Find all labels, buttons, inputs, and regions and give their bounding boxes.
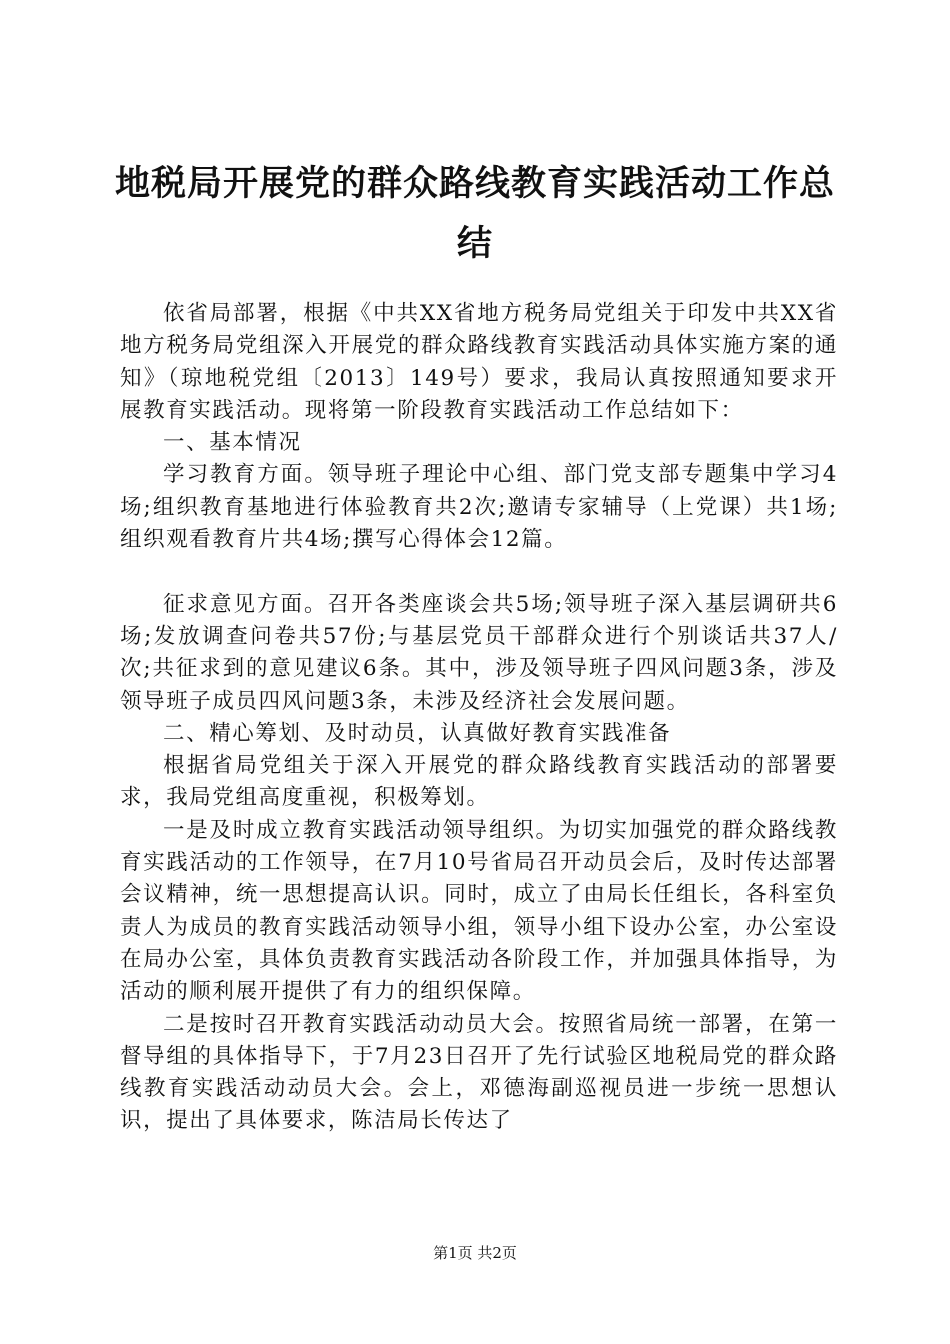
section-heading-preparation: 二、精心筹划、及时动员，认真做好教育实践准备	[163, 720, 672, 746]
document-body	[120, 298, 838, 1138]
page-footer: 第1页 共2页	[433, 1244, 517, 1262]
document-title-line2: 结	[456, 224, 493, 264]
blank-line	[120, 556, 838, 588]
document-title-line1: 地税局开展党的群众路线教育实践活动工作总	[114, 164, 835, 204]
paragraph-opinions: 征求意见方面。召开各类座谈会共5场;领导班子深入基层调研共6场;发放调查问卷共57份;与基层党员干部群众进行个别谈话共37人/次;共征求到的意见建议6条。其中，涉及领导班子四风问题3条，涉及领导班子成员四风问题3条，未涉及经济社会发展问题。	[120, 591, 838, 714]
paragraph-organization: 一是及时成立教育实践活动领导组织。为切实加强党的群众路线教育实践活动的工作领导，在7月10号省局召开动员会后，及时传达部署会议精神，统一思想提高认识。同时，成立了由局长任组长，各科室负责人为成员的教育实践活动领导小组，领导小组下设办公室，办公室设在局办公室，具体负责教育实践活动各阶段工作，并加强具体指导，为活动的顺利展开提供了有力的组织保障。	[120, 817, 838, 1005]
section-heading-basic: 一、基本情况	[163, 430, 302, 456]
paragraph-deployment: 根据省局党组关于深入开展党的群众路线教育实践活动的部署要求，我局党组高度重视，积极筹划。	[120, 753, 838, 811]
paragraph-intro: 依省局部署，根据《中共XX省地方税务局党组关于印发中共XX省地方税务局党组深入开展党的群众路线教育实践活动具体实施方案的通知》（琼地税党组〔2013〕149号）要求，我局认真按照通知要求开展教育实践活动。现将第一阶段教育实践活动工作总结如下：	[120, 301, 838, 423]
paragraph-study: 学习教育方面。领导班子理论中心组、部门党支部专题集中学习4场;组织教育基地进行体验教育共2次;邀请专家辅导（上党课）共1场;组织观看教育片共4场;撰写心得体会12篇。	[120, 462, 838, 553]
paragraph-mobilization: 二是按时召开教育实践活动动员大会。按照省局统一部署，在第一督导组的具体指导下，于7月23日召开了先行试验区地税局党的群众路线教育实践活动动员大会。会上，邓德海副巡视员进一步统一思想认识，提出了具体要求，陈洁局长传达了	[120, 1011, 838, 1134]
